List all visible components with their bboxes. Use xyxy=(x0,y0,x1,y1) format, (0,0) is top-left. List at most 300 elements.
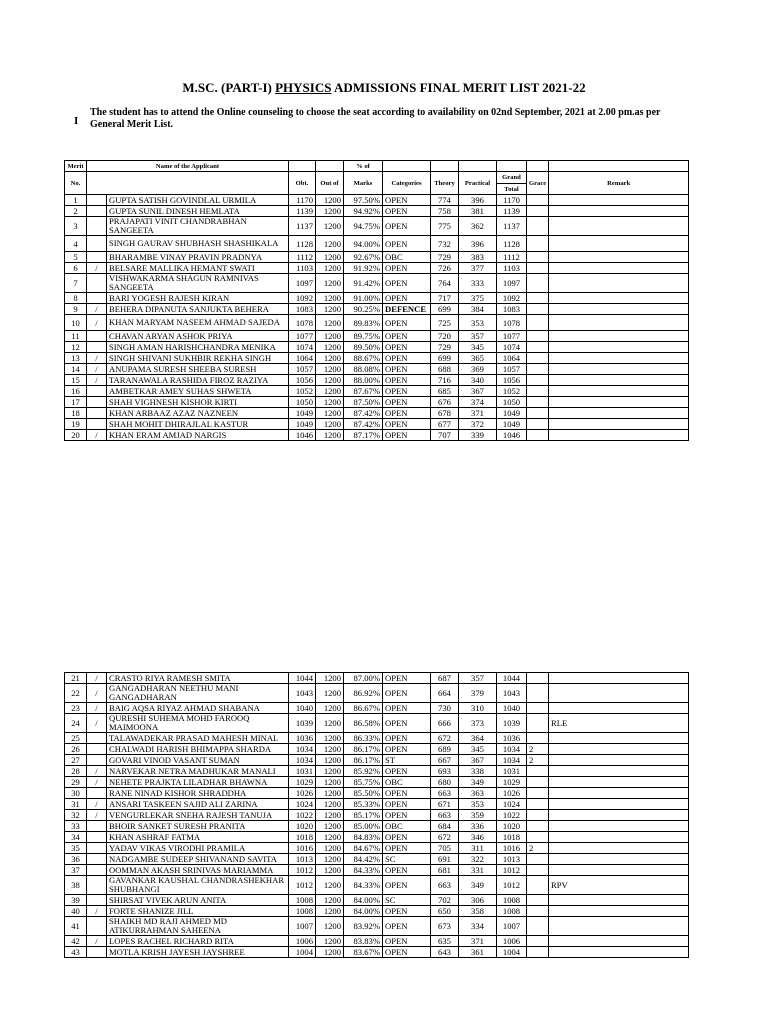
merit-rows-1 xyxy=(65,195,689,441)
obtained-marks: 1006 xyxy=(289,936,316,947)
merit-no: 34 xyxy=(65,832,87,843)
out-of: 1200 xyxy=(316,744,344,755)
out-of: 1200 xyxy=(316,408,344,419)
obtained-marks: 1112 xyxy=(289,252,316,263)
percent-marks: 90.25% xyxy=(344,304,383,315)
grace-marks xyxy=(527,684,549,703)
merit-no: 2 xyxy=(65,206,87,217)
obtained-marks: 1034 xyxy=(289,744,316,755)
category: SC xyxy=(383,854,431,865)
percent-marks: 84.33% xyxy=(344,876,383,895)
applicant-name: SINGH AMAN HARISHCHANDRA MENIKA xyxy=(107,342,289,353)
percent-marks: 89.50% xyxy=(344,342,383,353)
category: OPEN xyxy=(383,353,431,364)
obtained-marks: 1039 xyxy=(289,714,316,733)
percent-marks: 97.50% xyxy=(344,195,383,206)
obtained-marks: 1083 xyxy=(289,304,316,315)
table-row xyxy=(65,375,689,386)
percent-marks: 88.67% xyxy=(344,353,383,364)
remark-header: Remark xyxy=(549,172,689,195)
out-of: 1200 xyxy=(316,766,344,777)
grand-total: 1112 xyxy=(497,252,527,263)
category: OPEN xyxy=(383,236,431,252)
remark xyxy=(549,788,689,799)
out-of: 1200 xyxy=(316,832,344,843)
grand-total: 1128 xyxy=(497,236,527,252)
applicant-name: GAVANKAR KAUSHAL CHANDRASHEKHAR SHUBHANGI xyxy=(107,876,289,895)
table-row xyxy=(65,195,689,206)
grace-marks xyxy=(527,821,549,832)
grand-total: 1006 xyxy=(497,936,527,947)
row-mark: / xyxy=(87,766,107,777)
theory-marks: 732 xyxy=(431,236,459,252)
category: OPEN xyxy=(383,810,431,821)
out-of: 1200 xyxy=(316,375,344,386)
percent-marks: 85.33% xyxy=(344,799,383,810)
out-of: 1200 xyxy=(316,936,344,947)
theory-marks: 677 xyxy=(431,419,459,430)
merit-no: 33 xyxy=(65,821,87,832)
theory-marks: 664 xyxy=(431,684,459,703)
grace-marks xyxy=(527,274,549,293)
percent-marks: 87.50% xyxy=(344,397,383,408)
grace-marks xyxy=(527,364,549,375)
grace-marks xyxy=(527,777,549,788)
category: OPEN xyxy=(383,714,431,733)
remark xyxy=(549,906,689,917)
grand-total: 1064 xyxy=(497,353,527,364)
out-of: 1200 xyxy=(316,865,344,876)
practical-marks: 359 xyxy=(459,810,497,821)
percent-marks: 94.00% xyxy=(344,236,383,252)
theory-marks: 667 xyxy=(431,755,459,766)
grace-marks xyxy=(527,832,549,843)
grand-total: 1049 xyxy=(497,408,527,419)
out-of: 1200 xyxy=(316,236,344,252)
grand-total: 1007 xyxy=(497,917,527,936)
theory-marks: 678 xyxy=(431,408,459,419)
remark xyxy=(549,703,689,714)
obtained-marks: 1077 xyxy=(289,331,316,342)
row-mark xyxy=(87,821,107,832)
header-row-mid xyxy=(65,172,689,184)
merit-no: 28 xyxy=(65,766,87,777)
grand-total: 1170 xyxy=(497,195,527,206)
remark xyxy=(549,895,689,906)
theory-marks: 702 xyxy=(431,895,459,906)
remark xyxy=(549,353,689,364)
theory-marks: 684 xyxy=(431,821,459,832)
theory-marks: 672 xyxy=(431,832,459,843)
grace-marks xyxy=(527,876,549,895)
remark xyxy=(549,854,689,865)
out-of: 1200 xyxy=(316,419,344,430)
percent-marks: 85.00% xyxy=(344,821,383,832)
grace-marks xyxy=(527,733,549,744)
practical-marks: 346 xyxy=(459,832,497,843)
merit-no: 29 xyxy=(65,777,87,788)
grace-marks xyxy=(527,810,549,821)
practical-marks: 336 xyxy=(459,821,497,832)
grace-marks xyxy=(527,947,549,958)
out-of: 1200 xyxy=(316,947,344,958)
row-mark xyxy=(87,895,107,906)
applicant-name: KHAN MARYAM NASEEM AHMAD SAJEDA xyxy=(107,315,289,331)
applicant-name: NARVEKAR NETRA MADHUKAR MANALI xyxy=(107,766,289,777)
out-of: 1200 xyxy=(316,777,344,788)
out-of: 1200 xyxy=(316,353,344,364)
theory-marks: 643 xyxy=(431,947,459,958)
theory-marks: 663 xyxy=(431,810,459,821)
remark xyxy=(549,755,689,766)
remark xyxy=(549,397,689,408)
category: OPEN xyxy=(383,274,431,293)
remark xyxy=(549,733,689,744)
remark xyxy=(549,936,689,947)
merit-no: 41 xyxy=(65,917,87,936)
applicant-name: FORTE SHANIZE JILL xyxy=(107,906,289,917)
applicant-name: BARI YOGESH RAJESH KIRAN xyxy=(107,293,289,304)
row-mark xyxy=(87,342,107,353)
remark xyxy=(549,766,689,777)
row-mark xyxy=(87,854,107,865)
percent-marks: 86.67% xyxy=(344,703,383,714)
grace-marks: 2 xyxy=(527,843,549,854)
practical-marks: 353 xyxy=(459,799,497,810)
merit-no: 8 xyxy=(65,293,87,304)
applicant-name: MOTLA KRISH JAYESH JAYSHREE xyxy=(107,947,289,958)
percent-marks: 87.67% xyxy=(344,386,383,397)
theory-marks: 672 xyxy=(431,733,459,744)
percent-marks: 85.75% xyxy=(344,777,383,788)
obtained-marks: 1078 xyxy=(289,315,316,331)
grace-marks xyxy=(527,703,549,714)
row-mark: / xyxy=(87,315,107,331)
grand-total: 1052 xyxy=(497,386,527,397)
theory-marks: 725 xyxy=(431,315,459,331)
theory-marks: 680 xyxy=(431,777,459,788)
category: OPEN xyxy=(383,293,431,304)
out-of: 1200 xyxy=(316,364,344,375)
row-mark: / xyxy=(87,353,107,364)
grand-total: 1012 xyxy=(497,876,527,895)
remark: RPV xyxy=(549,876,689,895)
obtained-marks: 1057 xyxy=(289,364,316,375)
remark xyxy=(549,386,689,397)
merit-no: 37 xyxy=(65,865,87,876)
obtained-marks: 1074 xyxy=(289,342,316,353)
applicant-name: TARANAWALA RASHIDA FIROZ RAZIYA xyxy=(107,375,289,386)
grace-marks xyxy=(527,419,549,430)
practical-marks: 367 xyxy=(459,755,497,766)
merit-no: 43 xyxy=(65,947,87,958)
grand-total: 1029 xyxy=(497,777,527,788)
grace-marks xyxy=(527,714,549,733)
theory-marks: 689 xyxy=(431,744,459,755)
obtained-marks: 1020 xyxy=(289,821,316,832)
row-mark xyxy=(87,386,107,397)
practical-marks: 379 xyxy=(459,684,497,703)
table-row xyxy=(65,252,689,263)
row-mark xyxy=(87,832,107,843)
applicant-name: BHOIR SANKET SURESH PRANITA xyxy=(107,821,289,832)
grand-total: 1008 xyxy=(497,906,527,917)
theory-marks: 687 xyxy=(431,673,459,684)
table-row xyxy=(65,386,689,397)
obtained-marks: 1012 xyxy=(289,865,316,876)
out-of: 1200 xyxy=(316,788,344,799)
theory-marks: 681 xyxy=(431,865,459,876)
obtained-marks: 1012 xyxy=(289,876,316,895)
table-row xyxy=(65,936,689,947)
practical-marks: 396 xyxy=(459,195,497,206)
theory-marks: 676 xyxy=(431,397,459,408)
merit-no: 25 xyxy=(65,733,87,744)
remark xyxy=(549,206,689,217)
applicant-name: LOPES RACHEL RICHARD RITA xyxy=(107,936,289,947)
applicant-name: SINGH GAURAV SHUBHASH SHASHIKALA xyxy=(107,236,289,252)
table-row xyxy=(65,315,689,331)
grand-total: 1077 xyxy=(497,331,527,342)
theory-header: Theory xyxy=(431,172,459,195)
merit-no: 15 xyxy=(65,375,87,386)
theory-marks: 635 xyxy=(431,936,459,947)
grace-marks xyxy=(527,331,549,342)
grace-marks xyxy=(527,304,549,315)
row-mark xyxy=(87,236,107,252)
obtained-marks: 1024 xyxy=(289,799,316,810)
remark xyxy=(549,375,689,386)
percent-marks: 86.33% xyxy=(344,733,383,744)
category: ST xyxy=(383,755,431,766)
practical-marks: 384 xyxy=(459,304,497,315)
theory-marks: 775 xyxy=(431,217,459,236)
grace-marks xyxy=(527,397,549,408)
remark: RLE xyxy=(549,714,689,733)
grand-total: 1036 xyxy=(497,733,527,744)
applicant-name: CHALWADI HARISH BHIMAPPA SHARDA xyxy=(107,744,289,755)
category: OPEN xyxy=(383,733,431,744)
obtained-marks: 1018 xyxy=(289,832,316,843)
table-row xyxy=(65,304,689,315)
obtained-marks: 1049 xyxy=(289,408,316,419)
obtained-marks: 1046 xyxy=(289,430,316,441)
percent-marks: 91.00% xyxy=(344,293,383,304)
grace-marks xyxy=(527,293,549,304)
practical-marks: 357 xyxy=(459,673,497,684)
applicant-name: KHAN ERAM AMJAD NARGIS xyxy=(107,430,289,441)
merit-no: 32 xyxy=(65,810,87,821)
obtained-marks: 1139 xyxy=(289,206,316,217)
percent-marks: 94.75% xyxy=(344,217,383,236)
grand-total: 1004 xyxy=(497,947,527,958)
percent-marks: 83.92% xyxy=(344,917,383,936)
percent-marks: 87.42% xyxy=(344,419,383,430)
obtained-marks: 1013 xyxy=(289,854,316,865)
table-row xyxy=(65,799,689,810)
category: OPEN xyxy=(383,843,431,854)
practical-marks: 338 xyxy=(459,766,497,777)
category: OPEN xyxy=(383,766,431,777)
row-mark xyxy=(87,733,107,744)
category: OPEN xyxy=(383,206,431,217)
percent-marks: 83.83% xyxy=(344,936,383,947)
category: OPEN xyxy=(383,936,431,947)
row-mark: / xyxy=(87,364,107,375)
grand-total: 1044 xyxy=(497,673,527,684)
table-row xyxy=(65,408,689,419)
out-of-header: Out of xyxy=(316,172,344,195)
practical-marks: 364 xyxy=(459,733,497,744)
applicant-name: CRASTO RIYA RAMESH SMITA xyxy=(107,673,289,684)
table-row xyxy=(65,342,689,353)
grace-marks xyxy=(527,375,549,386)
document-title xyxy=(0,80,768,96)
category: OPEN xyxy=(383,331,431,342)
theory-marks: 688 xyxy=(431,364,459,375)
category: SC xyxy=(383,895,431,906)
merit-no: 36 xyxy=(65,854,87,865)
row-mark: / xyxy=(87,304,107,315)
grand-total: 1034 xyxy=(497,744,527,755)
percent-marks: 84.83% xyxy=(344,832,383,843)
practical-marks: 353 xyxy=(459,315,497,331)
row-mark xyxy=(87,293,107,304)
grace-marks xyxy=(527,236,549,252)
row-mark: / xyxy=(87,906,107,917)
applicant-name: NEHETE PRAJKTA LILADHAR BHAWNA xyxy=(107,777,289,788)
grace-marks xyxy=(527,206,549,217)
practical-marks: 377 xyxy=(459,263,497,274)
out-of: 1200 xyxy=(316,430,344,441)
row-mark: / xyxy=(87,684,107,703)
applicant-name: PRAJAPATI VINIT CHANDRABHAN SANGEETA xyxy=(107,217,289,236)
percent-marks: 87.17% xyxy=(344,430,383,441)
applicant-name: GANGADHARAN NEETHU MANI GANGADHARAN xyxy=(107,684,289,703)
practical-marks: 383 xyxy=(459,252,497,263)
remark xyxy=(549,195,689,206)
remark xyxy=(549,304,689,315)
category: OPEN xyxy=(383,342,431,353)
marks-header: Marks xyxy=(344,172,383,195)
row-mark xyxy=(87,252,107,263)
name-header: Name of the Applicant xyxy=(87,161,289,172)
percent-marks: 84.33% xyxy=(344,865,383,876)
theory-marks: 720 xyxy=(431,331,459,342)
percent-marks: 86.58% xyxy=(344,714,383,733)
applicant-name: KHAN ARBAAZ AZAZ NAZNEEN xyxy=(107,408,289,419)
row-mark xyxy=(87,876,107,895)
row-mark xyxy=(87,217,107,236)
merit-no: 3 xyxy=(65,217,87,236)
grace-marks xyxy=(527,263,549,274)
out-of: 1200 xyxy=(316,876,344,895)
remark xyxy=(549,810,689,821)
practical-marks: 381 xyxy=(459,206,497,217)
practical-marks: 373 xyxy=(459,714,497,733)
out-of: 1200 xyxy=(316,274,344,293)
percent-marks: 86.92% xyxy=(344,684,383,703)
grand-total: 1103 xyxy=(497,263,527,274)
practical-marks: 334 xyxy=(459,917,497,936)
grace-marks xyxy=(527,906,549,917)
category: OBC xyxy=(383,252,431,263)
theory-marks: 707 xyxy=(431,430,459,441)
applicant-name: SHIRSAT VIVEK ARUN ANITA xyxy=(107,895,289,906)
obtained-marks: 1052 xyxy=(289,386,316,397)
merit-no: 10 xyxy=(65,315,87,331)
obtained-marks: 1097 xyxy=(289,274,316,293)
merit-no: 9 xyxy=(65,304,87,315)
merit-no: 1 xyxy=(65,195,87,206)
merit-no: 24 xyxy=(65,714,87,733)
remark xyxy=(549,865,689,876)
row-mark: / xyxy=(87,936,107,947)
grace-marks xyxy=(527,788,549,799)
obtained-marks: 1004 xyxy=(289,947,316,958)
practical-marks: 372 xyxy=(459,419,497,430)
grand-total: 1057 xyxy=(497,364,527,375)
theory-marks: 691 xyxy=(431,854,459,865)
theory-marks: 673 xyxy=(431,917,459,936)
percent-marks: 84.67% xyxy=(344,843,383,854)
percent-marks: 83.67% xyxy=(344,947,383,958)
merit-no: 35 xyxy=(65,843,87,854)
percent-marks: 85.50% xyxy=(344,788,383,799)
obtained-marks: 1056 xyxy=(289,375,316,386)
percent-marks: 86.17% xyxy=(344,755,383,766)
obtained-marks: 1029 xyxy=(289,777,316,788)
out-of: 1200 xyxy=(316,342,344,353)
merit-no: 13 xyxy=(65,353,87,364)
practical-marks: 349 xyxy=(459,876,497,895)
obtained-marks: 1031 xyxy=(289,766,316,777)
counseling-note: The student has to attend the Online counseling to choose the seat according to availability on 02nd September, 2021 at 2.00 pm.as per General Merit List. xyxy=(90,107,661,130)
category: OPEN xyxy=(383,419,431,430)
out-of: 1200 xyxy=(316,195,344,206)
category: OPEN xyxy=(383,947,431,958)
grand-total: 1137 xyxy=(497,217,527,236)
percent-marks: 87.42% xyxy=(344,408,383,419)
table-row xyxy=(65,430,689,441)
percent-marks: 84.00% xyxy=(344,895,383,906)
remark xyxy=(549,419,689,430)
applicant-name: SHAH MOHIT DHIRAJLAL KASTUR xyxy=(107,419,289,430)
grand-total: 1012 xyxy=(497,865,527,876)
obtained-marks: 1049 xyxy=(289,419,316,430)
remark xyxy=(549,364,689,375)
grand-total: 1026 xyxy=(497,788,527,799)
table-row xyxy=(65,364,689,375)
obtained-marks: 1034 xyxy=(289,755,316,766)
applicant-name: CHAVAN ARYAN ASHOK PRIYA xyxy=(107,331,289,342)
merit-no: 5 xyxy=(65,252,87,263)
theory-marks: 663 xyxy=(431,876,459,895)
row-mark xyxy=(87,947,107,958)
applicant-name: SINGH SHIVANI SUKHBIR REKHA SINGH xyxy=(107,353,289,364)
grand-header: Grand xyxy=(497,172,527,184)
remark xyxy=(549,947,689,958)
total-header: Total xyxy=(497,184,527,195)
percent-marks: 85.92% xyxy=(344,766,383,777)
category: OPEN xyxy=(383,364,431,375)
out-of: 1200 xyxy=(316,810,344,821)
percent-marks: 91.42% xyxy=(344,274,383,293)
remark xyxy=(549,673,689,684)
theory-marks: 685 xyxy=(431,386,459,397)
practical-marks: 358 xyxy=(459,906,497,917)
merit-no: 40 xyxy=(65,906,87,917)
